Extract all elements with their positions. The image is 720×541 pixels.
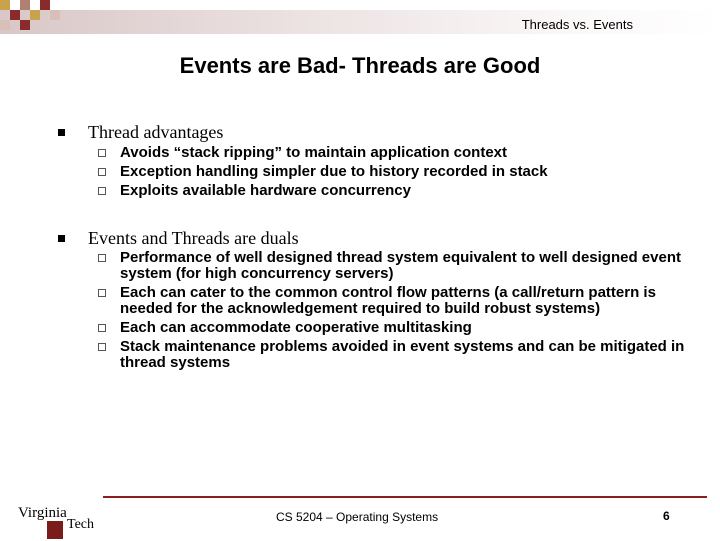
decor-square xyxy=(20,20,30,30)
sub-bullet-text: Avoids “stack ripping” to maintain application context xyxy=(120,144,507,161)
sub-bullet-text: Each can accommodate cooperative multitasking xyxy=(120,319,472,336)
decor-square xyxy=(0,0,10,10)
decor-square xyxy=(40,0,50,10)
sub-bullet xyxy=(120,164,685,180)
sub-bullet xyxy=(120,320,685,336)
logo-mark-icon xyxy=(47,521,63,539)
slide-title: Events are Bad- Threads are Good xyxy=(179,53,541,78)
footer-divider xyxy=(103,496,707,498)
sub-bullet-text: Performance of well designed thread system equivalent to well designed event system (for high concurrency servers) xyxy=(120,249,681,282)
decor-square xyxy=(50,10,60,20)
footer-course: CS 5204 – Operating Systems xyxy=(276,510,439,524)
sub-bullet-text: Each can cater to the common control flow patterns (a call/return pattern is needed for the acknowledgement required to build robust systems) xyxy=(120,284,656,317)
sub-bullet-list xyxy=(120,145,685,199)
sub-bullet-text: Stack maintenance problems avoided in event systems and can be mitigated in thread systems xyxy=(120,338,685,371)
checkbox-bullet-icon xyxy=(98,187,106,195)
header-bar xyxy=(0,0,720,36)
checkbox-bullet-icon xyxy=(98,149,106,157)
sub-bullet-text: Exploits available hardware concurrency xyxy=(120,182,411,199)
decor-square xyxy=(10,10,20,20)
sub-bullet xyxy=(120,285,685,317)
virginia-tech-logo xyxy=(14,505,98,541)
checkbox-bullet-icon xyxy=(98,168,106,176)
sub-bullet xyxy=(120,339,685,371)
header-title: Threads vs. Events xyxy=(521,17,633,32)
sub-bullet xyxy=(120,145,685,161)
checkbox-bullet-icon xyxy=(98,254,106,262)
decor-square xyxy=(30,10,40,20)
sub-bullet xyxy=(120,183,685,199)
bullet-marker xyxy=(58,129,65,136)
checkbox-bullet-icon xyxy=(98,289,106,297)
checkbox-bullet-icon xyxy=(98,343,106,351)
bullet-text: Thread advantages xyxy=(88,122,224,142)
logo-text-virginia: Virginia xyxy=(18,505,67,521)
sub-bullet-text: Exception handling simpler due to history recorded in stack xyxy=(120,163,548,180)
bullet-marker xyxy=(58,235,65,242)
bullet-text: Events and Threads are duals xyxy=(88,228,299,248)
decor-square xyxy=(0,20,10,30)
logo-text-tech: Tech xyxy=(67,517,95,532)
decor-square xyxy=(20,0,30,10)
page-number: 6 xyxy=(663,509,670,523)
sub-bullet-list xyxy=(120,250,685,371)
checkbox-bullet-icon xyxy=(98,324,106,332)
sub-bullet xyxy=(120,250,685,282)
